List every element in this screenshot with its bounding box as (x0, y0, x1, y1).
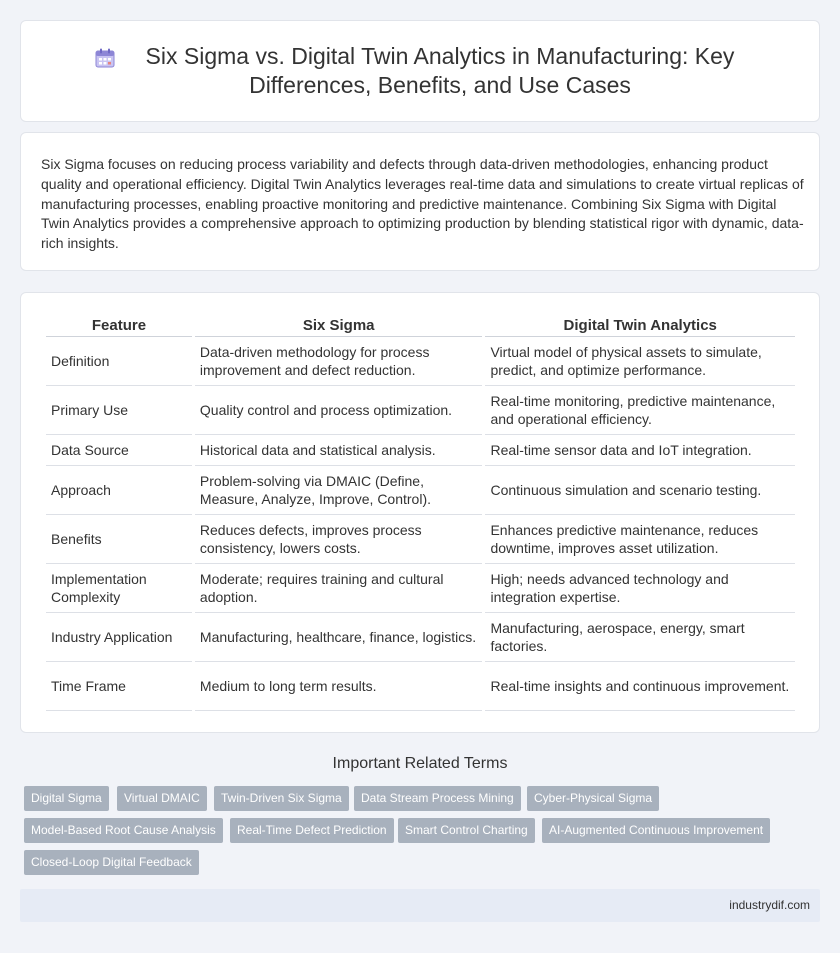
feature-cell: Industry Application (46, 613, 192, 662)
related-tag[interactable]: Twin-Driven Six Sigma (214, 786, 349, 811)
related-tag[interactable]: Virtual DMAIC (117, 786, 207, 811)
feature-cell: Definition (46, 337, 192, 386)
table-row (46, 435, 795, 466)
six-sigma-cell: Medium to long term results. (195, 662, 483, 711)
table-row (46, 515, 795, 564)
comparison-table (43, 315, 798, 711)
digital-twin-cell: High; needs advanced technology and integration expertise. (485, 564, 795, 613)
digital-twin-cell: Manufacturing, aerospace, energy, smart factories. (485, 613, 795, 662)
feature-cell: Approach (46, 466, 192, 515)
six-sigma-cell: Quality control and process optimization. (195, 386, 483, 435)
digital-twin-cell: Real-time monitoring, predictive maintenance, and operational efficiency. (485, 386, 795, 435)
digital-twin-cell: Enhances predictive maintenance, reduces downtime, improves asset utilization. (485, 515, 795, 564)
table-row (46, 662, 795, 711)
related-terms-title: Important Related Terms (332, 755, 508, 772)
footer-site[interactable]: industrydif.com (729, 898, 810, 912)
header-feature: Feature (46, 315, 192, 337)
six-sigma-cell: Moderate; requires training and cultural adoption. (195, 564, 483, 613)
related-tag[interactable]: Smart Control Charting (398, 818, 535, 843)
related-tag[interactable]: Closed-Loop Digital Feedback (24, 850, 199, 875)
related-tag[interactable]: Digital Sigma (24, 786, 109, 811)
related-tag[interactable]: Real-Time Defect Prediction (230, 818, 394, 843)
feature-cell: Benefits (46, 515, 192, 564)
six-sigma-cell: Problem-solving via DMAIC (Define, Measure, Analyze, Improve, Control). (195, 466, 483, 515)
table-header-row (46, 315, 795, 337)
header-six-sigma: Six Sigma (195, 315, 483, 337)
six-sigma-cell: Manufacturing, healthcare, finance, logistics. (195, 613, 483, 662)
header-card (20, 20, 820, 122)
table-row (46, 466, 795, 515)
table-row (46, 564, 795, 613)
related-tag[interactable]: Data Stream Process Mining (354, 786, 521, 811)
six-sigma-cell: Reduces defects, improves process consistency, lowers costs. (195, 515, 483, 564)
comparison-table-card (20, 292, 820, 733)
feature-cell: Implementation Complexity (46, 564, 192, 613)
table-row (46, 613, 795, 662)
related-tag[interactable]: Model-Based Root Cause Analysis (24, 818, 223, 843)
feature-cell: Primary Use (46, 386, 192, 435)
intro-text: Six Sigma focuses on reducing process variability and defects through data-driven methodologies, enhancing product quality and operational efficiency. Digital Twin Analytics leverages real-time data and simulations to create virtual replicas of manufacturing processes, enabling proactive monitoring and predictive maintenance. Combining Six Sigma with Digital Twin Analytics provides a comprehensive approach to optimizing production by blending statistical rigor with dynamic, data-rich insights. (41, 156, 804, 252)
digital-twin-cell: Virtual model of physical assets to simulate, predict, and optimize performance. (485, 337, 795, 386)
digital-twin-cell: Real-time insights and continuous improvement. (485, 662, 795, 711)
related-tag[interactable]: Cyber-Physical Sigma (527, 786, 659, 811)
header-digital-twin: Digital Twin Analytics (485, 315, 795, 337)
six-sigma-cell: Data-driven methodology for process improvement and defect reduction. (195, 337, 483, 386)
digital-twin-cell: Real-time sensor data and IoT integration. (485, 435, 795, 466)
related-tag[interactable]: AI-Augmented Continuous Improvement (542, 818, 770, 843)
table-row (46, 386, 795, 435)
digital-twin-cell: Continuous simulation and scenario testing. (485, 466, 795, 515)
feature-cell: Time Frame (46, 662, 192, 711)
six-sigma-cell: Historical data and statistical analysis. (195, 435, 483, 466)
footer (20, 889, 820, 922)
intro-card (20, 132, 820, 271)
page-title: Six Sigma vs. Digital Twin Analytics in Manufacturing: Key Differences, Benefits, and Use Cases (145, 43, 735, 98)
table-row (46, 337, 795, 386)
feature-cell: Data Source (46, 435, 192, 466)
